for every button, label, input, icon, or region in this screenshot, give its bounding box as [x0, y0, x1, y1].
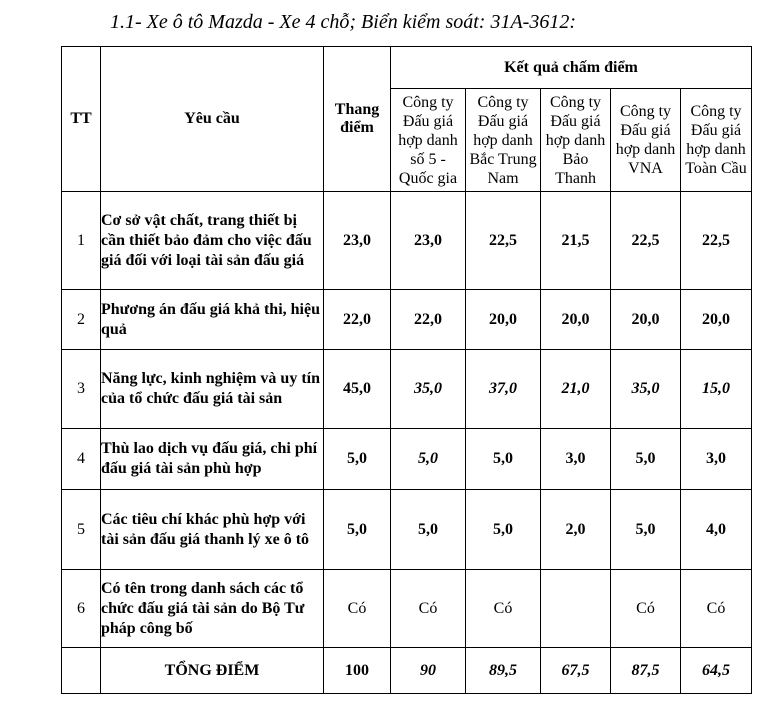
total-company-1: 90 [391, 648, 466, 694]
score-company-1: 22,0 [391, 290, 466, 350]
row-number: 2 [62, 290, 101, 350]
header-company-2: Công ty Đấu giá hợp danh Bắc Trung Nam [466, 89, 541, 192]
score-company-5: 22,5 [681, 192, 752, 290]
header-tt: TT [62, 47, 101, 192]
table-row [62, 192, 752, 290]
score-company-2: 20,0 [466, 290, 541, 350]
total-empty-cell [62, 648, 101, 694]
header-row-group [62, 47, 752, 89]
row-number: 1 [62, 192, 101, 290]
table-row [62, 350, 752, 429]
table-row [62, 429, 752, 490]
score-company-5: 3,0 [681, 429, 752, 490]
row-max-score: 5,0 [324, 429, 391, 490]
score-company-2: Có [466, 570, 541, 648]
row-number: 5 [62, 490, 101, 570]
row-number: 3 [62, 350, 101, 429]
total-company-4: 87,5 [611, 648, 681, 694]
table-row [62, 290, 752, 350]
score-company-2: 37,0 [466, 350, 541, 429]
score-company-4: 20,0 [611, 290, 681, 350]
row-max-score: Có [324, 570, 391, 648]
header-company-1: Công ty Đấu giá hợp danh số 5 - Quốc gia [391, 89, 466, 192]
total-company-3: 67,5 [541, 648, 611, 694]
row-max-score: 22,0 [324, 290, 391, 350]
header-max-score: Thang điểm [324, 47, 391, 192]
score-company-3 [541, 570, 611, 648]
score-company-1: Có [391, 570, 466, 648]
score-company-2: 5,0 [466, 490, 541, 570]
total-label: TỔNG ĐIỂM [101, 648, 324, 694]
total-max-score: 100 [324, 648, 391, 694]
score-company-1: 5,0 [391, 429, 466, 490]
score-company-4: 35,0 [611, 350, 681, 429]
row-number: 4 [62, 429, 101, 490]
row-max-score: 23,0 [324, 192, 391, 290]
row-requirement: Thù lao dịch vụ đấu giá, chi phí đấu giá tài sản phù hợp [101, 429, 324, 490]
header-results-group: Kết quả chấm điểm [391, 47, 752, 89]
row-number: 6 [62, 570, 101, 648]
row-requirement: Có tên trong danh sách các tổ chức đấu giá tài sản do Bộ Tư pháp công bố [101, 570, 324, 648]
total-row [62, 648, 752, 694]
total-company-2: 89,5 [466, 648, 541, 694]
score-company-4: 22,5 [611, 192, 681, 290]
header-company-4: Công ty Đấu giá hợp danh VNA [611, 89, 681, 192]
score-company-3: 21,0 [541, 350, 611, 429]
score-company-5: 4,0 [681, 490, 752, 570]
score-company-4: 5,0 [611, 429, 681, 490]
score-company-3: 21,5 [541, 192, 611, 290]
score-company-5: 20,0 [681, 290, 752, 350]
section-heading: 1.1- Xe ô tô Mazda - Xe 4 chỗ; Biển kiểm soát: 31A-3612: [110, 11, 576, 33]
score-company-1: 23,0 [391, 192, 466, 290]
score-company-2: 5,0 [466, 429, 541, 490]
score-company-5: Có [681, 570, 752, 648]
row-requirement: Cơ sở vật chất, trang thiết bị cần thiết bảo đảm cho việc đấu giá đối với loại tài sản đấu giá [101, 192, 324, 290]
table-row [62, 570, 752, 648]
score-company-2: 22,5 [466, 192, 541, 290]
row-requirement: Phương án đấu giá khả thi, hiệu quả [101, 290, 324, 350]
row-max-score: 45,0 [324, 350, 391, 429]
score-company-4: 5,0 [611, 490, 681, 570]
total-company-5: 64,5 [681, 648, 752, 694]
row-requirement: Năng lực, kinh nghiệm và uy tín của tổ chức đấu giá tài sản [101, 350, 324, 429]
row-requirement: Các tiêu chí khác phù hợp với tài sản đấu giá thanh lý xe ô tô [101, 490, 324, 570]
row-max-score: 5,0 [324, 490, 391, 570]
score-company-3: 3,0 [541, 429, 611, 490]
header-company-5: Công ty Đấu giá hợp danh Toàn Cầu [681, 89, 752, 192]
score-company-3: 2,0 [541, 490, 611, 570]
score-company-1: 35,0 [391, 350, 466, 429]
score-company-1: 5,0 [391, 490, 466, 570]
table-row [62, 490, 752, 570]
header-requirement: Yêu cầu [101, 47, 324, 192]
score-company-4: Có [611, 570, 681, 648]
score-company-5: 15,0 [681, 350, 752, 429]
score-company-3: 20,0 [541, 290, 611, 350]
score-table [61, 46, 752, 694]
header-company-3: Công ty Đấu giá hợp danh Bảo Thanh [541, 89, 611, 192]
